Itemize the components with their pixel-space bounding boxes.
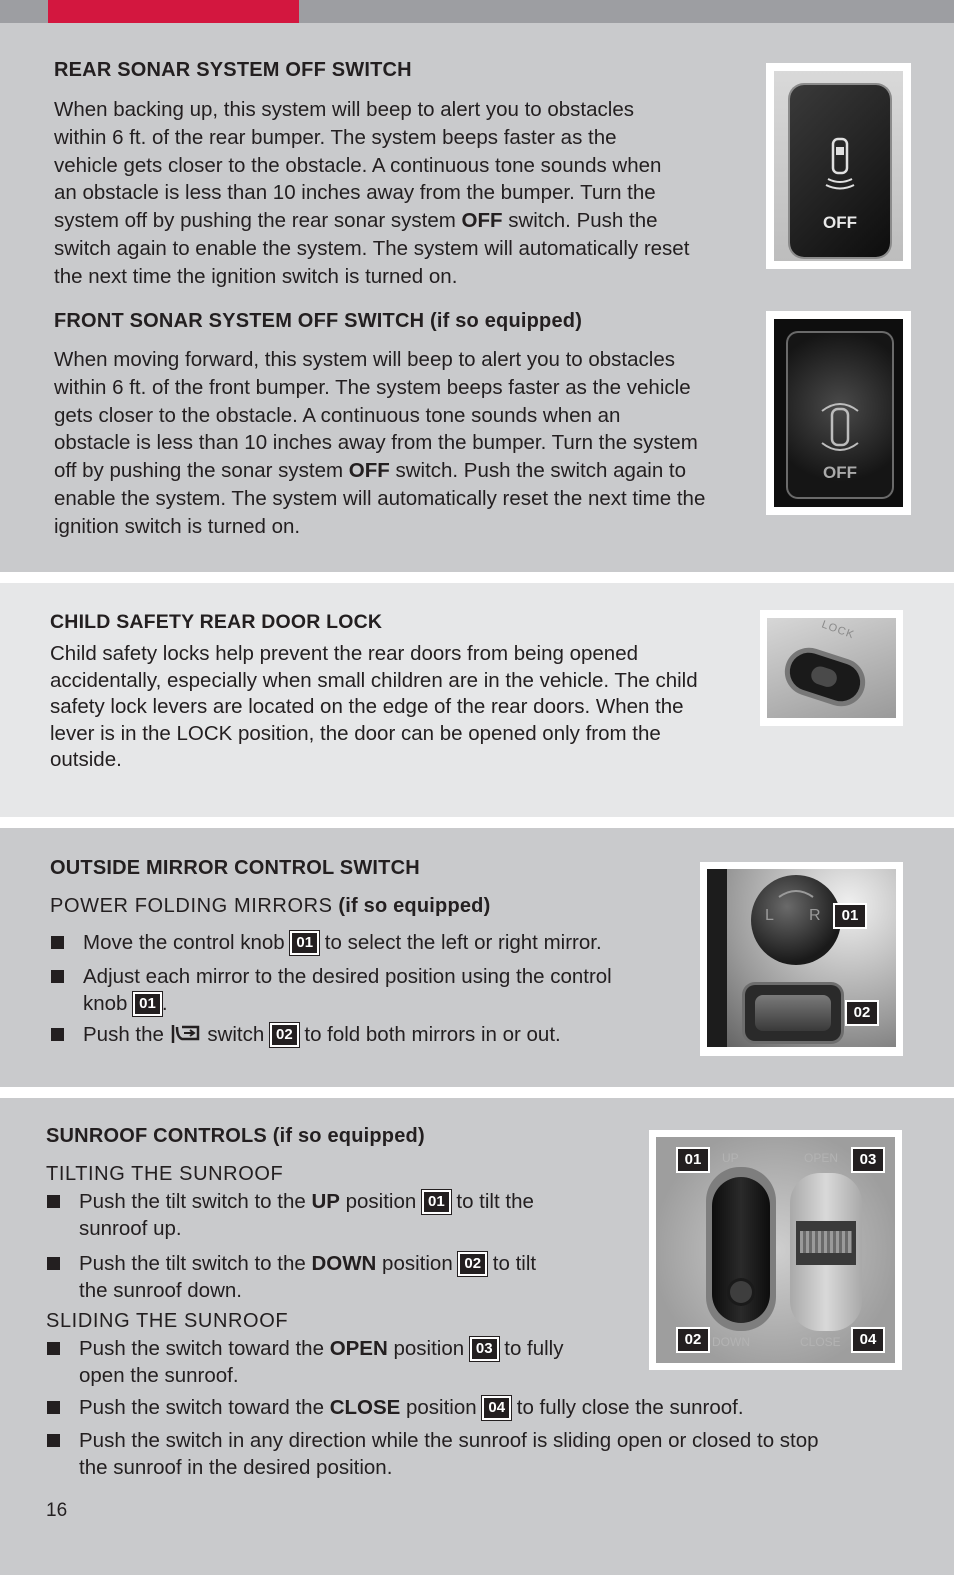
mirror-fold-icon: [170, 1023, 202, 1045]
rear-sonar-photo-frame: [766, 63, 911, 269]
rear-sonar-title: REAR SONAR SYSTEM OFF SWITCH: [54, 59, 412, 81]
bullet-square: [51, 970, 64, 983]
text-line: Push the tilt switch to the DOWN position 02 to tilt: [79, 1252, 537, 1275]
photo-badge-01: 01: [833, 903, 867, 929]
sunroof-bullet-stop: [47, 1428, 917, 1482]
open-label: OPEN: [804, 1151, 839, 1165]
lock-label: LOCK: [819, 618, 856, 642]
mirror-bullet-2: [51, 964, 691, 1020]
text-line: off by pushing the sonar system OFF switch. Push the switch again to: [54, 459, 687, 483]
callout-badge-01: 01: [133, 992, 162, 1016]
rear-sonar-switch-photo: [774, 71, 903, 261]
mirror-control-photo: [707, 869, 896, 1047]
sliding-title: SLIDING THE SUNROOF: [46, 1310, 289, 1332]
text-line: lever is in the LOCK position, the door can be opened only from the: [50, 721, 661, 745]
callout-badge-01: 01: [290, 931, 319, 955]
lock-lever-knob: [809, 664, 839, 689]
text-line: within 6 ft. of the rear bumper. The system beeps faster as the: [54, 125, 617, 149]
knob-letter-right: R: [809, 907, 821, 924]
mirror-bullet-1: Move the control knob 01 to select the left or right mirror.: [51, 930, 691, 958]
text-line: vehicle gets closer to the obstacle. A continuous tone sounds when: [54, 153, 662, 177]
tilting-title: TILTING THE SUNROOF: [46, 1163, 284, 1185]
slide-switch: [796, 1221, 856, 1265]
text-line: When moving forward, this system will beep to alert you to obstacles: [54, 348, 675, 371]
front-sonar-body: [54, 346, 764, 541]
lock-lever: [785, 648, 865, 706]
text-line: ignition switch is turned on.: [54, 514, 301, 538]
switch-body: [790, 85, 890, 257]
front-sonar-title: FRONT SONAR SYSTEM OFF SWITCH (if so equipped): [54, 310, 583, 332]
sunroof-bullet-open: [47, 1336, 627, 1390]
switch-body: [786, 331, 894, 499]
mirror-knob: [751, 875, 841, 965]
sunroof-control-photo: [656, 1137, 895, 1363]
bullet-square: [47, 1257, 60, 1270]
callout-badge-02: 02: [458, 1252, 487, 1276]
text-line: an obstacle is less than 10 inches away from the bumper. Turn the: [54, 181, 656, 205]
text-line: enable the system. The system will automatically reset the next time the: [54, 486, 706, 510]
tilt-switch-knob: [730, 1281, 752, 1303]
page-number: 16: [46, 1500, 68, 1521]
slide-switch-housing: [790, 1173, 862, 1331]
fold-switch: [745, 985, 841, 1041]
sonar-panel: [0, 23, 954, 572]
sunroof-panel: [0, 1098, 954, 1575]
slide-switch-grip: [800, 1231, 852, 1253]
text-line: Push the switch in any direction while the sunroof is sliding open or closed to stop: [79, 1429, 819, 1452]
photo-badge-02: 02: [845, 1000, 879, 1026]
top-bar-accent: [48, 0, 299, 23]
text-line: switch again to enable the system. The system will automatically reset: [54, 236, 690, 260]
photo-edge-shadow: [707, 869, 727, 1047]
up-label: UP: [722, 1151, 739, 1165]
text-line: knob 01 .: [83, 991, 168, 1015]
top-bar: [0, 0, 954, 23]
sunroof-bullet-up: [47, 1189, 627, 1243]
text-line: obstacle is less than 10 inches away from the bumper. Turn the system: [54, 431, 698, 455]
child-lock-title: CHILD SAFETY REAR DOOR LOCK: [50, 611, 383, 633]
tilt-switch: [712, 1177, 770, 1323]
photo-badge-02: 02: [676, 1327, 710, 1353]
tilt-switch-housing: [706, 1167, 776, 1331]
text-line: Push the tilt switch to the UP position 01 to tilt the: [79, 1190, 534, 1213]
photo-badge-04: 04: [851, 1327, 885, 1353]
sunroof-photo-frame: [649, 1130, 902, 1370]
text-line: Push the switch toward the OPEN position 03 to fully: [79, 1337, 564, 1360]
switch-off-label: OFF: [823, 463, 857, 482]
knob-arrow-icon: [751, 879, 841, 909]
mirror-title: OUTSIDE MIRROR CONTROL SWITCH: [50, 857, 420, 879]
text-line: Child safety locks help prevent the rear doors from being opened: [50, 642, 639, 665]
text-line: gets closer to the obstacle. A continuous tone sounds when an: [54, 403, 621, 427]
text-line: open the sunroof.: [79, 1363, 239, 1387]
down-label: DOWN: [712, 1335, 750, 1349]
text-line: sunroof up.: [79, 1216, 182, 1240]
text-line: the next time the ignition switch is turned on.: [54, 264, 458, 288]
mirror-panel: [0, 828, 954, 1087]
photo-badge-01: 01: [676, 1147, 710, 1173]
callout-badge-04: 04: [482, 1396, 511, 1420]
child-lock-panel: [0, 583, 954, 817]
close-label: CLOSE: [800, 1335, 841, 1349]
callout-badge-03: 03: [470, 1337, 499, 1361]
switch-off-label: OFF: [823, 213, 857, 232]
mirror-subtitle: POWER FOLDING MIRRORS (if so equipped): [50, 895, 491, 917]
text-line: accidentally, especially when small children are in the vehicle. The child: [50, 668, 698, 692]
text-line: the sunroof in the desired position.: [79, 1455, 393, 1479]
front-sonar-switch-photo: [774, 319, 903, 507]
text-line: When backing up, this system will beep to alert you to obstacles: [54, 98, 634, 121]
bullet-square: [47, 1434, 60, 1447]
bullet-square: [51, 1028, 64, 1041]
knob-letter-left: L: [765, 907, 774, 924]
child-lock-photo: [767, 618, 896, 718]
sunroof-bullet-down: [47, 1251, 627, 1305]
bullet-square: [47, 1342, 60, 1355]
front-sonar-photo-frame: [766, 311, 911, 515]
child-lock-body: [50, 641, 750, 774]
text-line: outside.: [50, 748, 122, 771]
bullet-square: [51, 936, 64, 949]
child-lock-photo-frame: [760, 610, 903, 726]
text-line: within 6 ft. of the front bumper. The system beeps faster as the vehicle: [54, 375, 691, 399]
mirror-bullet-3: Push the switch 02 to fold both mirrors in or out.: [51, 1022, 691, 1050]
text-line: safety lock levers are located on the edge of the rear doors. When the: [50, 695, 684, 718]
photo-badge-03: 03: [851, 1147, 885, 1173]
bullet-square: [47, 1401, 60, 1414]
mirror-photo-frame: [700, 862, 903, 1056]
sunroof-title: SUNROOF CONTROLS (if so equipped): [46, 1125, 425, 1147]
text-line: Adjust each mirror to the desired position using the control: [83, 965, 612, 988]
sunroof-bullet-close: Push the switch toward the CLOSE position 04 to fully close the sunroof.: [47, 1395, 907, 1423]
callout-badge-02: 02: [270, 1023, 299, 1047]
fold-switch-button: [755, 995, 831, 1031]
text-line: system off by pushing the rear sonar system OFF switch. Push the: [54, 209, 658, 233]
text-line: the sunroof down.: [79, 1278, 242, 1302]
rear-sonar-body: [54, 96, 754, 291]
callout-badge-01: 01: [422, 1190, 451, 1214]
bullet-square: [47, 1195, 60, 1208]
